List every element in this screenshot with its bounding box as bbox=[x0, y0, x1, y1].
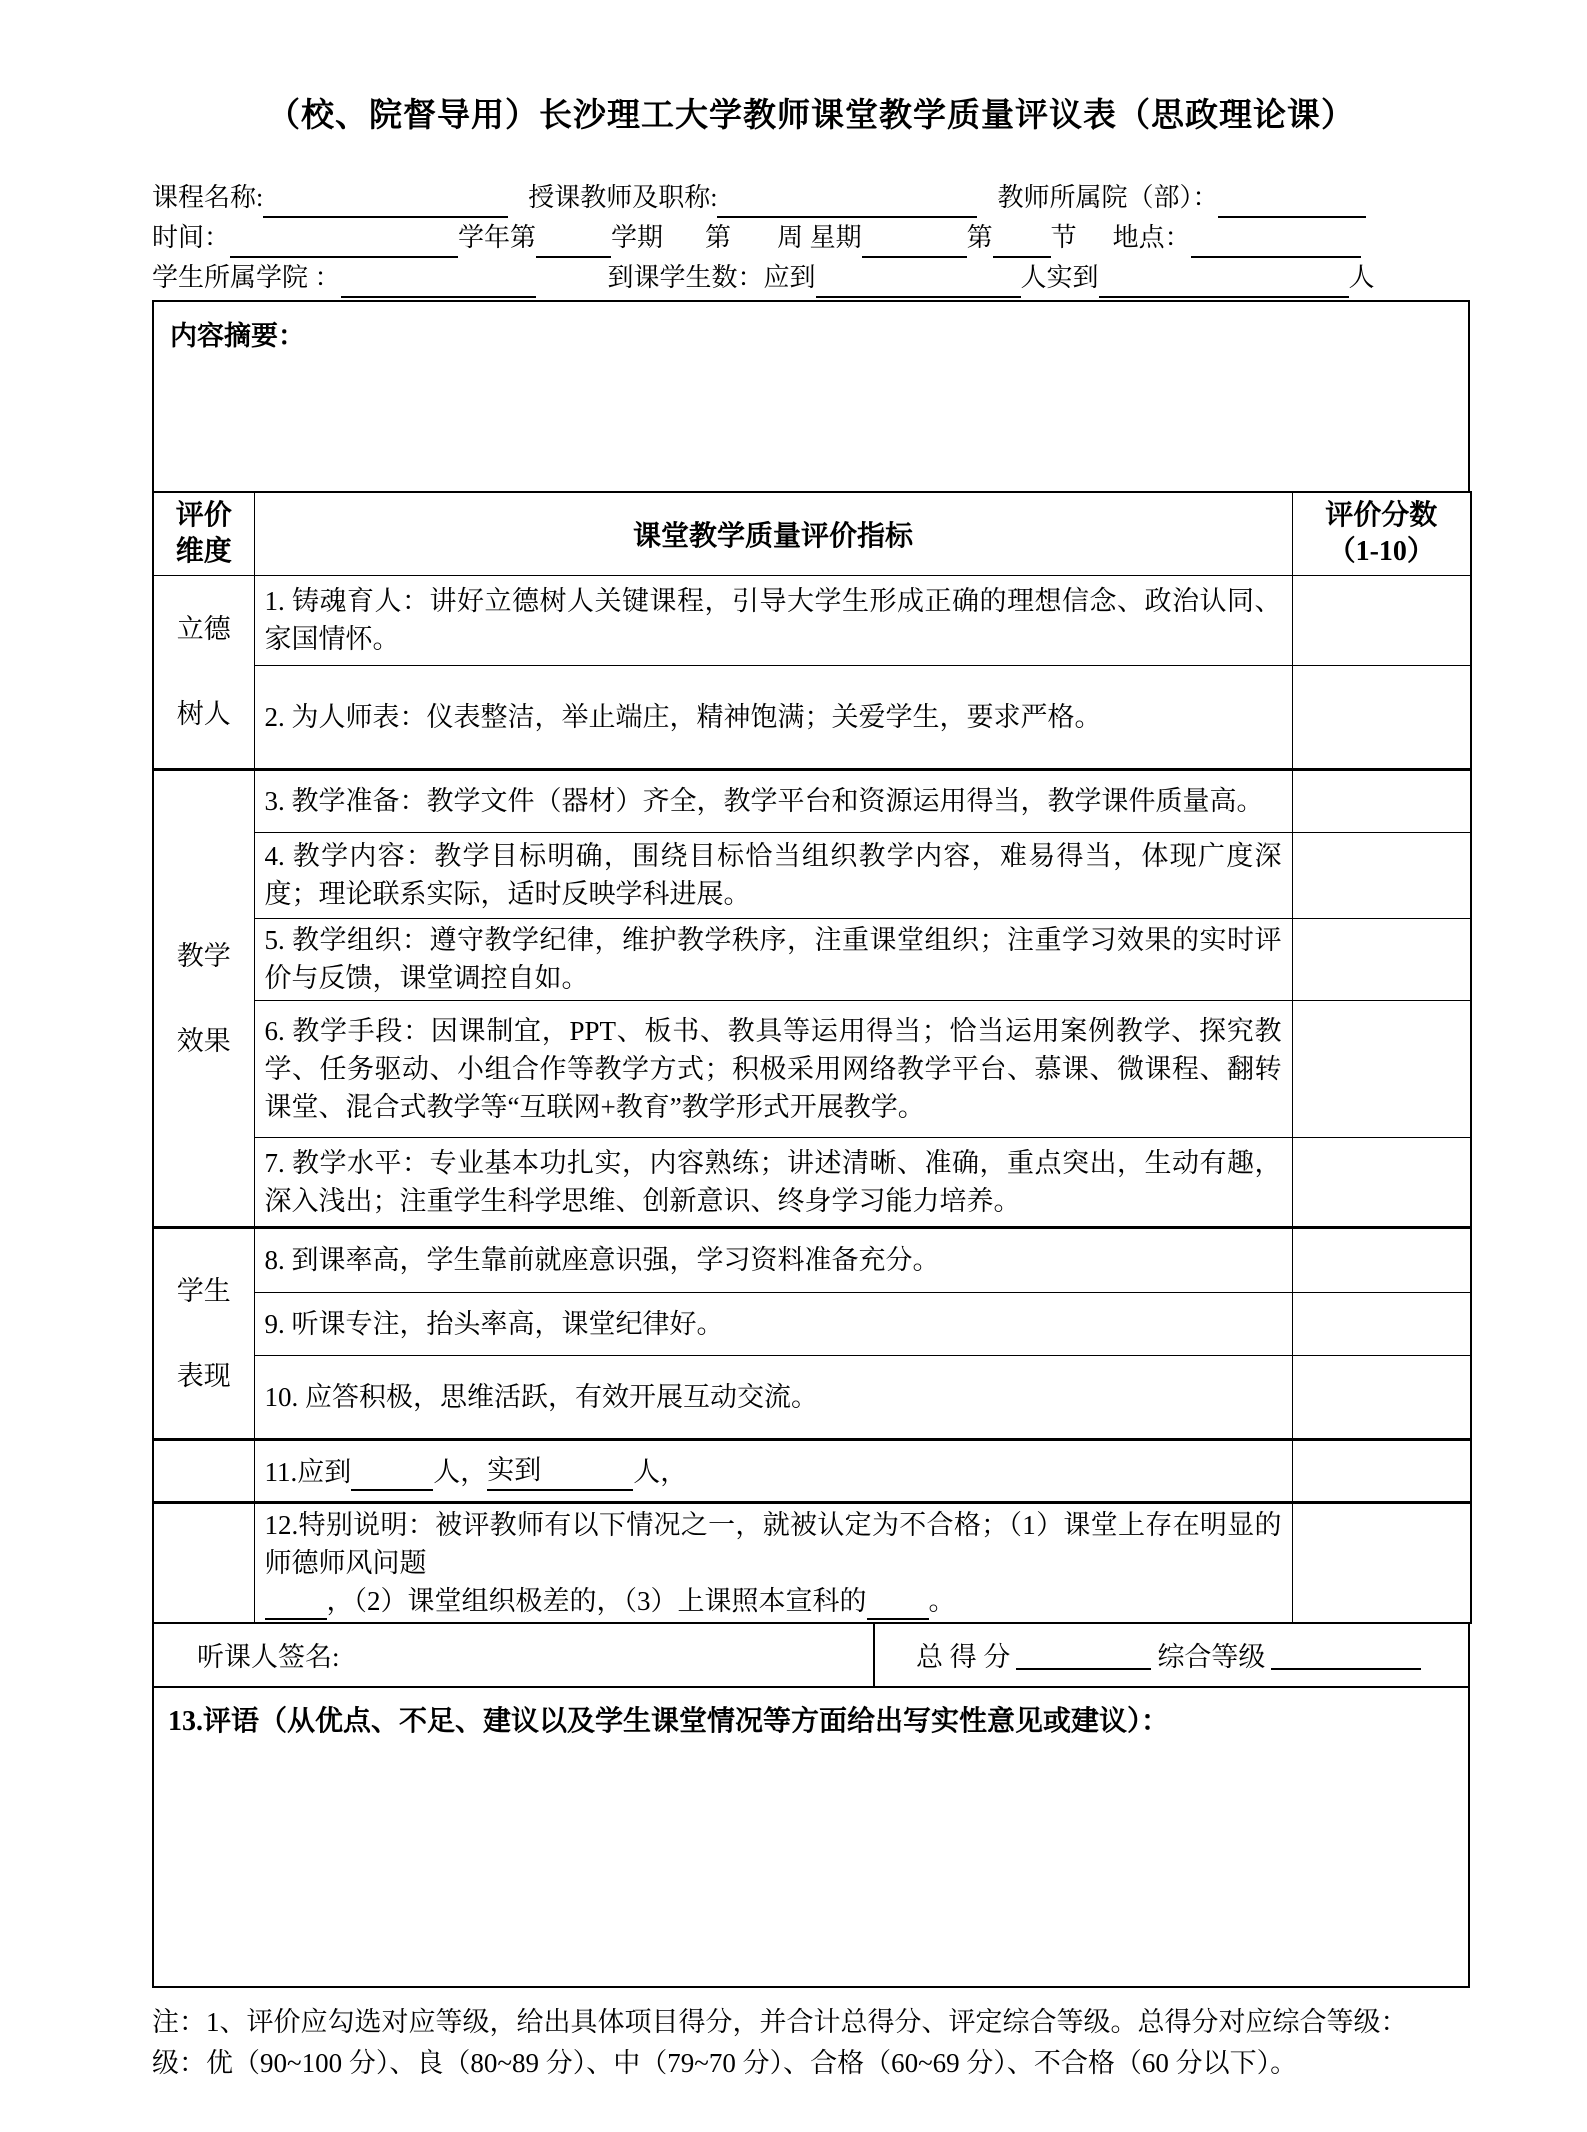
field-label: 8. 到课率高，学生靠前就座意识强，学习资料准备充分。 bbox=[264, 1245, 940, 1275]
field-label: 人， bbox=[633, 1456, 688, 1487]
dimension-cell bbox=[153, 769, 254, 1227]
total-score-label: 总 得 分 bbox=[915, 1642, 1011, 1672]
field-label: 3. 教学准备：教学文件（器材）齐全，教学平台和资源运用得当，教学课件质量高。 bbox=[264, 786, 1264, 816]
field-label: 地点： bbox=[1112, 223, 1191, 252]
indicator-cell bbox=[254, 769, 1292, 832]
column-header-indicator: 课堂教学质量评价指标 bbox=[254, 492, 1292, 575]
signature-row bbox=[152, 1624, 1470, 1688]
spacer bbox=[536, 272, 608, 298]
indicator-cell bbox=[254, 1137, 1292, 1227]
field-label: 学年第 bbox=[458, 223, 537, 252]
field-label: 5. 教学组织：遵守教学纪律，维护教学秩序，注重课堂组织；注重学习效果的实时评价与反馈，课堂调控自如。 bbox=[264, 925, 1282, 993]
field-label: 12.特别说明：被评教师有以下情况之一，就被认定为不合格；（1）课堂上存在明显的师德师风问题 bbox=[264, 1509, 1282, 1578]
column-header-score bbox=[1292, 492, 1471, 575]
form-field-line bbox=[152, 258, 1470, 298]
field-label: 人实到 bbox=[1020, 263, 1099, 292]
field-label: 周 星期 bbox=[777, 223, 862, 252]
field-label: 到课学生数：应到 bbox=[607, 263, 816, 292]
fill-in-blank[interactable] bbox=[867, 1588, 929, 1620]
comment-box[interactable] bbox=[152, 1688, 1470, 1988]
field-label: 6. 教学手段：因课制宜，PPT、板书、教具等运用得当；恰当运用案例教学、探究教学、任务驱动、小组合作等教学方式；积极采用网络教学平台、慕课、微课程、翻转课堂、混合式教学等“互联网+教育”教学形式开展教学。 bbox=[264, 1015, 1282, 1122]
fill-in-blank[interactable] bbox=[862, 227, 967, 258]
spacer bbox=[508, 192, 528, 218]
dimension-cell bbox=[153, 1439, 254, 1502]
fill-in-blank[interactable] bbox=[263, 187, 508, 218]
score-input-cell[interactable] bbox=[1292, 918, 1471, 1000]
fill-in-blank[interactable] bbox=[351, 1459, 433, 1491]
overall-grade-label: 综合等级 bbox=[1157, 1642, 1266, 1672]
field-label: 11.应到 bbox=[264, 1456, 352, 1487]
field-label: 。 bbox=[928, 1585, 956, 1616]
score-input-cell[interactable] bbox=[1292, 832, 1471, 918]
fill-in-blank[interactable] bbox=[341, 267, 536, 298]
field-label: 1. 铸魂育人：讲好立德树人关键课程，引导大学生形成正确的理想信念、政治认同、家国情怀。 bbox=[264, 586, 1282, 654]
indicator-cell bbox=[254, 1227, 1292, 1292]
summary-label: 内容摘要： bbox=[170, 321, 305, 351]
form-field-line bbox=[152, 178, 1470, 218]
dimension-label: 树人 bbox=[176, 699, 231, 729]
field-label: 时间： bbox=[152, 223, 231, 252]
dimension-label: 效果 bbox=[176, 1025, 231, 1056]
field-label: 人， bbox=[433, 1456, 488, 1487]
column-header-text: （1-10） bbox=[1327, 535, 1435, 567]
score-input-cell[interactable] bbox=[1292, 1502, 1471, 1623]
column-header-text: 评价 bbox=[175, 499, 232, 531]
indicator-cell bbox=[254, 1000, 1292, 1137]
field-label: 9. 听课专注，抬头率高，课堂纪律好。 bbox=[264, 1308, 724, 1339]
content-summary-box[interactable] bbox=[152, 300, 1470, 493]
form-header-fields bbox=[152, 178, 1470, 298]
score-input-cell[interactable] bbox=[1292, 1227, 1471, 1292]
listener-signature-label: 听课人签名: bbox=[197, 1642, 340, 1672]
fill-in-blank[interactable] bbox=[1191, 227, 1361, 258]
indicator-cell bbox=[254, 1439, 1292, 1502]
total-score-blank[interactable] bbox=[1016, 1639, 1151, 1671]
score-input-cell[interactable] bbox=[1292, 1439, 1471, 1502]
column-header-dimension bbox=[153, 492, 254, 575]
dimension-cell bbox=[153, 1227, 254, 1439]
column-header-text: 维度 bbox=[175, 535, 232, 567]
form-title: （校、院督导用）长沙理工大学教师课堂教学质量评议表（思政理论课） bbox=[267, 98, 1355, 134]
field-label: 学生所属学院 ： bbox=[152, 263, 341, 292]
dimension-cell bbox=[153, 575, 254, 769]
dimension-label: 学生 bbox=[176, 1275, 231, 1306]
dimension-label: 表现 bbox=[176, 1360, 231, 1391]
dimension-label: 教学 bbox=[176, 940, 231, 971]
fill-in-blank[interactable] bbox=[1099, 267, 1349, 298]
score-input-cell[interactable] bbox=[1292, 665, 1471, 769]
form-field-line bbox=[152, 218, 1470, 258]
spacer bbox=[1077, 232, 1113, 258]
fill-in-blank[interactable] bbox=[230, 227, 458, 258]
fill-in-blank[interactable] bbox=[1218, 187, 1366, 218]
field-label: 10. 应答积极，思维活跃，有效开展互动交流。 bbox=[264, 1381, 818, 1412]
score-input-cell[interactable] bbox=[1292, 575, 1471, 665]
dimension-cell bbox=[153, 1502, 254, 1623]
fill-in-blank[interactable] bbox=[265, 1588, 327, 1620]
column-header-text: 评价分数 bbox=[1325, 499, 1438, 531]
field-label: 第 bbox=[705, 223, 732, 252]
field-label: 实到 bbox=[487, 1451, 541, 1491]
field-label: 教师所属院（部）： bbox=[997, 183, 1219, 212]
score-input-cell[interactable] bbox=[1292, 769, 1471, 832]
field-label: 2. 为人师表：仪表整洁，举止端庄，精神饱满；关爱学生，要求严格。 bbox=[264, 701, 1102, 732]
field-label: 授课教师及职称: bbox=[528, 183, 718, 212]
fill-in-blank[interactable] bbox=[816, 267, 1021, 298]
score-input-cell[interactable] bbox=[1292, 1000, 1471, 1137]
evaluation-table bbox=[152, 491, 1472, 1624]
spacer bbox=[663, 232, 705, 258]
field-label: 第 bbox=[966, 223, 993, 252]
spacer bbox=[731, 232, 777, 258]
footer-notes bbox=[152, 2002, 1470, 2084]
indicator-cell bbox=[254, 665, 1292, 769]
score-input-cell[interactable] bbox=[1292, 1355, 1471, 1439]
indicator-cell bbox=[254, 1502, 1292, 1623]
fill-in-blank[interactable] bbox=[541, 1459, 633, 1491]
field-label: 人 bbox=[1348, 263, 1375, 292]
score-input-cell[interactable] bbox=[1292, 1137, 1471, 1227]
indicator-cell bbox=[254, 1292, 1292, 1355]
comment-label: 13.评语（从优点、不足、建议以及学生课堂情况等方面给出写实性意见或建议）： bbox=[168, 1705, 1170, 1737]
total-score-cell bbox=[875, 1624, 1468, 1686]
indicator-cell bbox=[254, 918, 1292, 1000]
indicator-cell bbox=[254, 832, 1292, 918]
fill-in-blank[interactable] bbox=[536, 227, 611, 258]
field-label: 7. 教学水平：专业基本功扎实，内容熟练；讲述清晰、准确，重点突出，生动有趣，深入浅出；注重学生科学思维、创新意识、终身学习能力培养。 bbox=[264, 1147, 1282, 1216]
score-input-cell[interactable] bbox=[1292, 1292, 1471, 1355]
fill-in-blank[interactable] bbox=[993, 227, 1051, 258]
note-line: 级：优（90~100 分）、良（80~89 分）、中（79~70 分）、合格（60~69 分）、不合格（60 分以下）。 bbox=[152, 2047, 1298, 2078]
field-label: 节 bbox=[1050, 223, 1077, 252]
dimension-label: 立德 bbox=[176, 614, 231, 644]
note-line: 注：1、评价应勾选对应等级，给出具体项目得分，并合计总得分、评定综合等级。总得分对应综合等级： bbox=[152, 2006, 1408, 2037]
indicator-cell bbox=[254, 1355, 1292, 1439]
field-label: 课程名称: bbox=[152, 183, 264, 212]
spacer bbox=[977, 192, 997, 218]
listener-signature-cell[interactable] bbox=[154, 1624, 875, 1686]
overall-grade-blank[interactable] bbox=[1271, 1639, 1421, 1671]
indicator-cell bbox=[254, 575, 1292, 665]
field-label: 学期 bbox=[611, 223, 664, 252]
field-label: 4. 教学内容：教学目标明确，围绕目标恰当组织教学内容，难易得当，体现广度深度；理论联系实际，适时反映学科进展。 bbox=[264, 841, 1282, 909]
field-label: ，（2）课堂组织极差的，（3）上课照本宣科的 bbox=[326, 1585, 867, 1616]
fill-in-blank[interactable] bbox=[717, 187, 977, 218]
